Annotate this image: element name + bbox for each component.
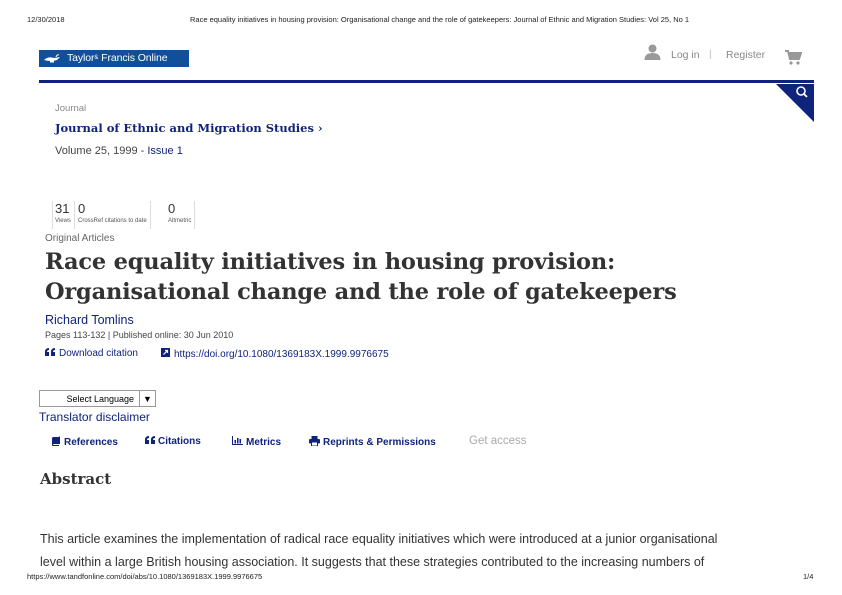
journal-title-link[interactable]: Journal of Ethnic and Migration Studies ›: [55, 121, 323, 135]
taylor-francis-logo[interactable]: [39, 50, 189, 67]
doi-link[interactable]: https://doi.org/10.1080/1369183X.1999.9976675: [161, 348, 389, 360]
abstract-text: This article examines the implementation of radical race equality initiatives which were introduced at a junior organisational level within a large British housing association. It suggests that these strategies contributed to the increasing numbers of: [40, 532, 718, 569]
download-citation-link[interactable]: Download citation: [45, 348, 138, 359]
quote-icon: [145, 436, 155, 447]
print-date: 12/30/2018: [27, 15, 65, 24]
dropdown-arrow-icon: ▼: [139, 391, 155, 406]
metric-views: 31 Views: [52, 201, 75, 229]
article-title: Race equality initiatives in housing provision: Organisational change and the role of gatekeepers: [45, 249, 677, 305]
search-toggle[interactable]: [776, 84, 814, 122]
language-select[interactable]: Select Language ▼: [39, 390, 156, 407]
journal-label: Journal: [55, 103, 87, 114]
author-link[interactable]: Richard Tomlins: [45, 313, 134, 327]
logo-text: Taylor& Francis Online: [67, 52, 168, 64]
print-doc-title: Race equality initiatives in housing provision: Organisational change and the role of gatekeepers: Journal of Ethnic and Migration Studies: Vol 25, No 1: [190, 15, 690, 24]
journal-volume: Volume 25, 1999 - Issue 1: [55, 145, 183, 157]
bar-chart-icon: [232, 436, 243, 448]
abstract-heading: Abstract: [40, 470, 112, 488]
issue-link[interactable]: Issue 1: [147, 145, 183, 157]
get-access-link[interactable]: Get access: [469, 435, 527, 447]
nav-separator: |: [709, 49, 712, 60]
print-icon: [309, 436, 320, 449]
tab-reprints-permissions[interactable]: Reprints & Permissions: [309, 436, 436, 449]
article-pages-published: Pages 113-132 | Published online: 30 Jun 2010: [45, 330, 234, 340]
register-link[interactable]: Register: [726, 49, 766, 61]
quote-icon: [45, 348, 55, 359]
translator-disclaimer-link[interactable]: Translator disclaimer: [39, 410, 150, 424]
header-divider: [39, 80, 814, 83]
metric-crossref: 0 CrossRef citations to date: [75, 201, 151, 229]
tab-references[interactable]: References: [52, 436, 118, 449]
shopping-cart-icon[interactable]: [785, 50, 802, 70]
metric-altmetric[interactable]: 0 Altmetric: [165, 201, 195, 229]
book-icon: [52, 436, 61, 449]
article-type: Original Articles: [45, 233, 115, 244]
login-link[interactable]: Log in: [671, 49, 700, 61]
print-footer-page: 1/4: [803, 572, 814, 581]
tab-citations[interactable]: Citations: [145, 436, 201, 447]
tab-metrics[interactable]: Metrics: [232, 436, 281, 448]
print-footer-url: https://www.tandfonline.com/doi/abs/10.1080/1369183X.1999.9976675: [27, 572, 263, 581]
user-icon[interactable]: [644, 44, 661, 65]
chevron-right-icon: ›: [317, 121, 323, 135]
lamp-icon: [39, 50, 65, 67]
external-link-icon: [161, 348, 170, 360]
